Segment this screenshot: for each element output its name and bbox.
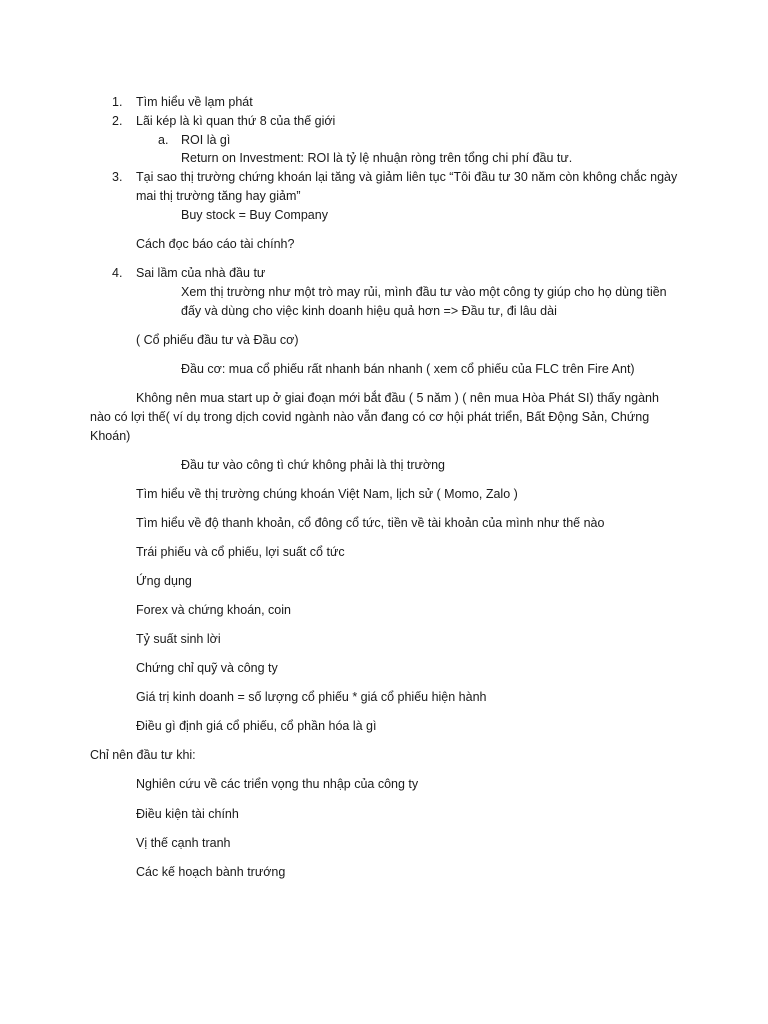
paragraph: Cách đọc báo cáo tài chính? xyxy=(136,237,295,251)
paragraph: Không nên mua start up ở giai đoạn mới bắt đầu ( 5 năm ) ( nên mua Hòa Phát SI) thấy ngành xyxy=(136,391,659,405)
paragraph: Đầu tư vào công tì chứ không phải là thị trường xyxy=(181,458,446,472)
list-item-detail-continuation: đấy và dùng cho việc kinh doanh hiệu quả hơn => Đầu tư, đi lâu dài xyxy=(181,304,557,318)
sublist-item-text: ROI là gì xyxy=(181,133,231,147)
paragraph: Điều kiện tài chính xyxy=(136,807,239,821)
paragraph: Tỷ suất sinh lời xyxy=(136,632,221,646)
list-item-text: Tại sao thị trường chứng khoán lại tăng và giảm liên tục “Tôi đầu tư 30 năm còn không chắc ngày xyxy=(136,170,678,184)
list-item-text: Lãi kép là kì quan thứ 8 của thế giới xyxy=(136,114,336,128)
paragraph: Giá trị kinh doanh = số lượng cổ phiếu * giá cổ phiếu hiện hành xyxy=(136,690,487,704)
list-item-text-continuation: mai thị trường tăng hay giảm” xyxy=(136,189,301,203)
paragraph: Vị thế cạnh tranh xyxy=(136,836,231,850)
list-item-detail: Xem thị trường như một trò may rủi, mình đầu tư vào một công ty giúp cho họ dùng tiền xyxy=(181,285,667,299)
paragraph: ( Cổ phiếu đầu tư và Đầu cơ) xyxy=(136,333,299,347)
list-item-text: Sai lầm của nhà đầu tư xyxy=(136,266,266,280)
paragraph: Tìm hiểu về thị trường chúng khoán Việt Nam, lịch sử ( Momo, Zalo ) xyxy=(136,487,518,501)
list-number: 1. xyxy=(112,95,123,109)
list-number: 4. xyxy=(112,266,123,280)
paragraph: Đầu cơ: mua cổ phiếu rất nhanh bán nhanh ( xem cổ phiếu của FLC trên Fire Ant) xyxy=(181,362,635,376)
list-item-text: Tìm hiểu về lạm phát xyxy=(136,95,253,109)
list-item-detail: Buy stock = Buy Company xyxy=(181,208,328,222)
paragraph-continuation: nào có lợi thế( ví dụ trong dịch covid ngành nào vẫn đang có cơ hội phát triển, Bất Động Sản, Chứng xyxy=(90,410,650,424)
section-heading: Chỉ nên đầu tư khi: xyxy=(90,748,196,762)
sublist-item-detail: Return on Investment: ROI là tỷ lệ nhuận ròng trên tổng chi phí đầu tư. xyxy=(181,151,573,165)
list-number: 2. xyxy=(112,114,123,128)
paragraph-continuation: Khoán) xyxy=(90,429,131,443)
paragraph: Chứng chỉ quỹ và công ty xyxy=(136,661,278,675)
paragraph: Các kế hoạch bành trướng xyxy=(136,865,286,879)
paragraph: Forex và chứng khoán, coin xyxy=(136,603,291,617)
paragraph: Nghiên cứu về các triển vọng thu nhập của công ty xyxy=(136,777,419,791)
sublist-letter: a. xyxy=(158,133,169,147)
paragraph: Trái phiếu và cổ phiếu, lợi suất cổ tức xyxy=(136,545,345,559)
paragraph: Điều gì định giá cổ phiếu, cổ phần hóa là gì xyxy=(136,719,377,733)
paragraph: Ứng dụng xyxy=(136,574,192,588)
list-number: 3. xyxy=(112,170,123,184)
paragraph: Tìm hiểu về độ thanh khoản, cổ đông cổ tức, tiền về tài khoản của mình như thế nào xyxy=(136,516,605,530)
